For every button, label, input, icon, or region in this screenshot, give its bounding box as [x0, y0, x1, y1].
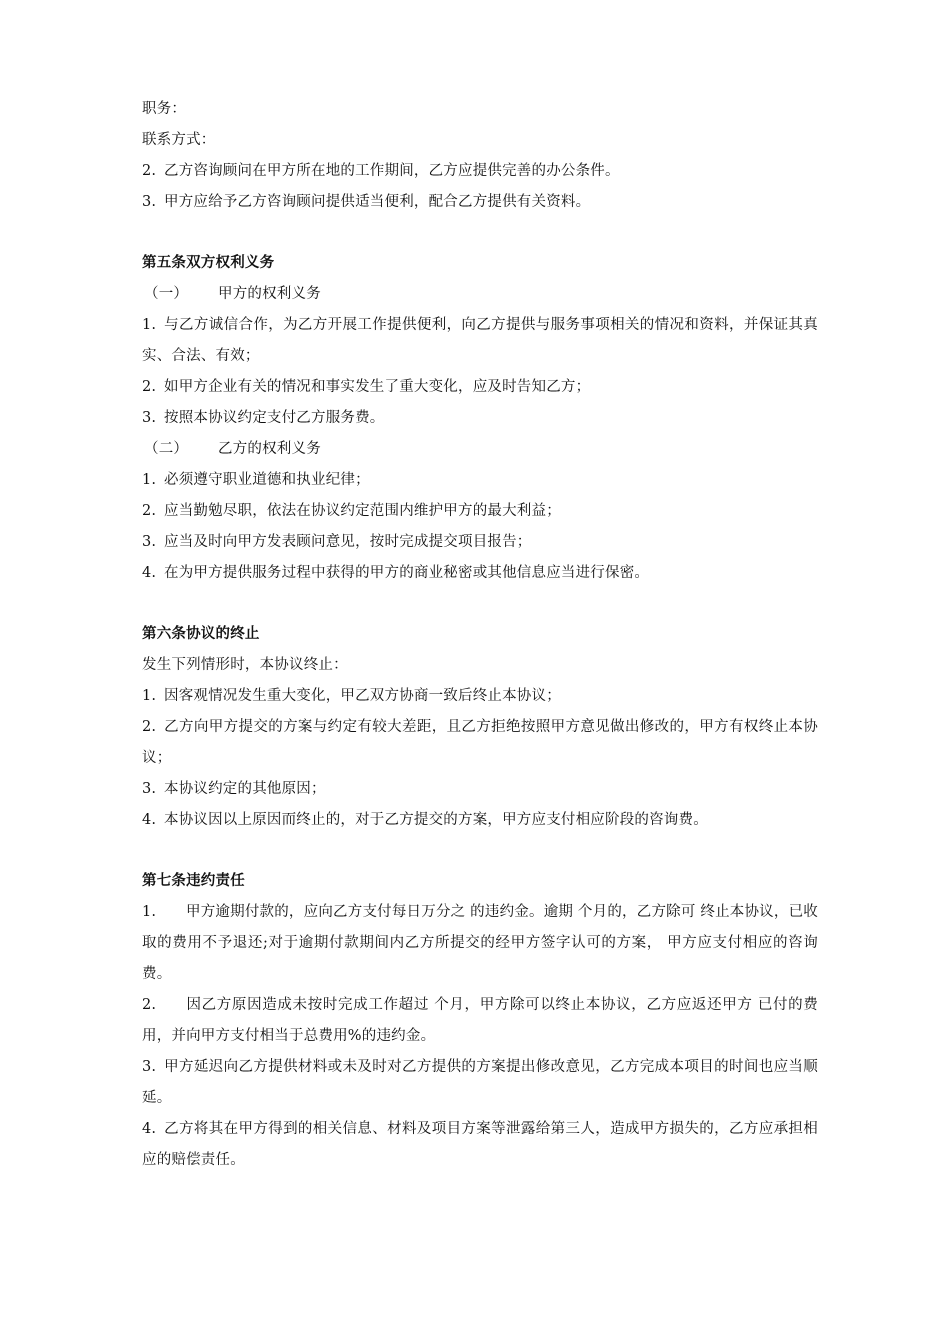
document-page: [142, 94, 818, 1176]
item-number: 2.: [142, 379, 157, 395]
list-item: [142, 805, 818, 836]
section-gap: [142, 589, 818, 619]
item-text: 甲方延迟向乙方提供材料或未及时对乙方提供的方案提出修改意见，乙方完成本项目的时间也应当顺延。: [142, 1059, 818, 1106]
subsection-text: 乙方的权利义务: [218, 441, 321, 457]
item-number: 4.: [142, 812, 157, 828]
subsection-label: （二）: [144, 441, 189, 457]
item-text: 必须遵守职业道德和执业纪律；: [164, 472, 370, 488]
list-item: [142, 527, 818, 558]
item-number: 1.: [142, 317, 157, 333]
list-item: [142, 403, 818, 434]
item-text: 本协议因以上原因而终止的，对于乙方提交的方案，甲方应支付相应阶段的咨询费。: [164, 812, 708, 828]
item-number: 2.: [142, 719, 157, 735]
item-text: 如甲方企业有关的情况和事实发生了重大变化，应及时告知乙方；: [164, 379, 591, 395]
item-text: 在为甲方提供服务过程中获得的甲方的商业秘密或其他信息应当进行保密。: [164, 565, 650, 581]
list-item: [142, 990, 818, 1052]
list-item: [142, 372, 818, 403]
list-item: [142, 187, 818, 218]
item-text: 按照本协议约定支付乙方服务费。: [164, 410, 385, 426]
article-6-title: 第六条协议的终止: [142, 626, 260, 642]
list-item: [142, 496, 818, 527]
position-field-label: 职务：: [142, 101, 187, 117]
item-text: 乙方咨询顾问在甲方所在地的工作期间，乙方应提供完善的办公条件。: [164, 163, 620, 179]
list-item: [142, 465, 818, 496]
item-text: 因客观情况发生重大变化，甲乙双方协商一致后终止本协议；: [164, 688, 561, 704]
item-text: 与乙方诚信合作，为乙方开展工作提供便利，向乙方提供与服务事项相关的情况和资料，并保证其真实、合法、有效；: [142, 317, 818, 364]
item-number: 3.: [142, 194, 157, 210]
subsection-heading: [142, 279, 818, 310]
item-text: 乙方向甲方提交的方案与约定有较大差距，且乙方拒绝按照甲方意见做出修改的，甲方有权终止本协议；: [142, 719, 818, 766]
item-number: 3.: [142, 410, 157, 426]
list-item: [142, 156, 818, 187]
item-number: 1.: [142, 904, 157, 920]
item-text: 本协议约定的其他原因；: [164, 781, 326, 797]
item-text: 因乙方原因造成未按时完成工作超过 个月，甲方除可以终止本协议，乙方应返还甲方 已付的费用，并向甲方支付相当于总费用%的违约金。: [142, 997, 818, 1044]
item-number: 4.: [142, 1121, 157, 1137]
item-number: 1.: [142, 688, 157, 704]
contact-field-label: 联系方式：: [142, 132, 216, 148]
list-item: [142, 681, 818, 712]
item-number: 3.: [142, 1059, 157, 1075]
article-6-intro: 发生下列情形时，本协议终止：: [142, 657, 348, 673]
list-item: [142, 897, 818, 990]
list-item: [142, 774, 818, 805]
section-gap: [142, 218, 818, 248]
list-item: [142, 558, 818, 589]
item-text: 应当勤勉尽职，依法在协议约定范围内维护甲方的最大利益；: [164, 503, 561, 519]
subsection-text: 甲方的权利义务: [218, 286, 321, 302]
list-item: [142, 1114, 818, 1176]
item-number: 2.: [142, 163, 157, 179]
item-number: 3.: [142, 534, 157, 550]
article-7-title: 第七条违约责任: [142, 873, 245, 889]
subsection-label: （一）: [144, 286, 189, 302]
item-number: 1.: [142, 472, 157, 488]
item-number: 4.: [142, 565, 157, 581]
item-text: 应当及时向甲方发表顾问意见，按时完成提交项目报告；: [164, 534, 532, 550]
section-gap: [142, 836, 818, 866]
item-text: 甲方逾期付款的，应向乙方支付每日万分之 的违约金。逾期 个月的，乙方除可 终止本协议，已收取的费用不予退还;对于逾期付款期间内乙方所提交的经甲方签字认可的方案， 甲方应支付相应的咨询费。: [142, 904, 818, 982]
item-number: 2.: [142, 997, 157, 1013]
list-item: [142, 712, 818, 774]
list-item: [142, 310, 818, 372]
article-5-title: 第五条双方权利义务: [142, 255, 275, 271]
item-number: 2.: [142, 503, 157, 519]
item-number: 3.: [142, 781, 157, 797]
list-item: [142, 1052, 818, 1114]
subsection-heading: [142, 434, 818, 465]
item-text: 甲方应给予乙方咨询顾问提供适当便利，配合乙方提供有关资料。: [164, 194, 591, 210]
item-text: 乙方将其在甲方得到的相关信息、材料及项目方案等泄露给第三人，造成甲方损失的，乙方应承担相应的赔偿责任。: [142, 1121, 818, 1168]
